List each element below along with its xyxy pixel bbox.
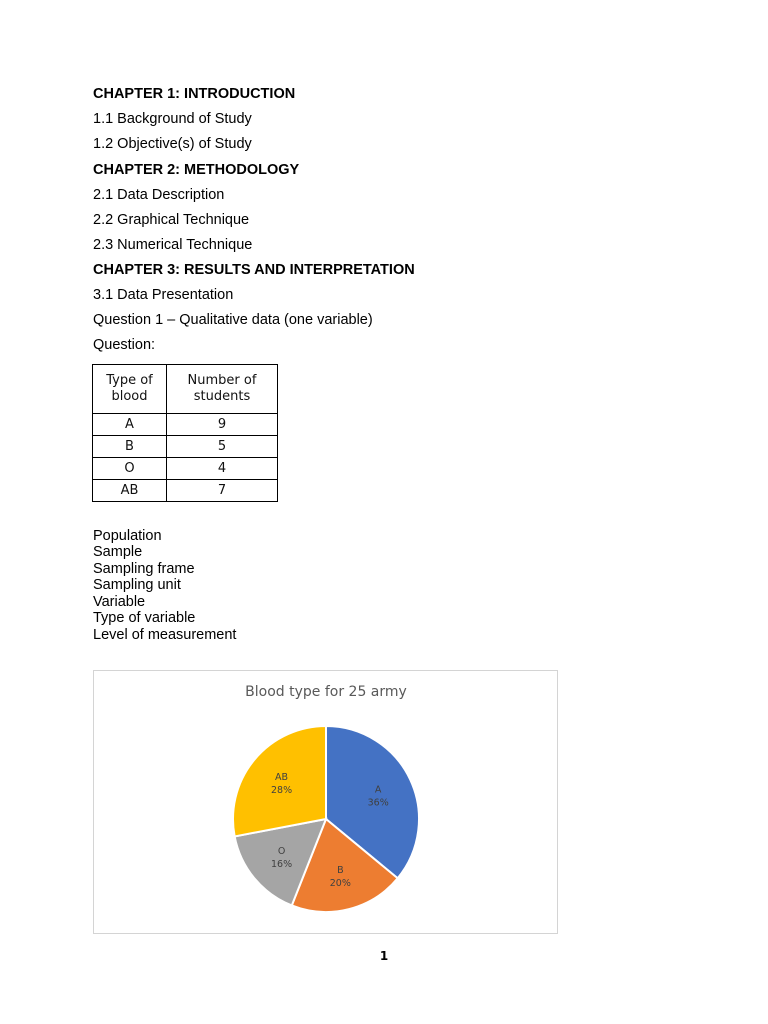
chapter-1-heading: CHAPTER 1: INTRODUCTION	[93, 86, 296, 102]
chart-title: Blood type for 25 army	[245, 684, 407, 700]
term-item: Population	[93, 528, 162, 544]
section-1-1: 1.1 Background of Study	[93, 111, 252, 127]
slice-category-label: AB	[275, 772, 289, 784]
table-row	[93, 414, 278, 436]
slice-percent-label: 36%	[367, 797, 389, 809]
section-2-1: 2.1 Data Description	[93, 187, 225, 203]
term-item: Variable	[93, 594, 146, 610]
section-3-1: 3.1 Data Presentation	[93, 287, 234, 303]
chapter-3-heading: CHAPTER 3: RESULTS AND INTERPRETATION	[93, 262, 415, 278]
term-item: Sampling unit	[93, 577, 181, 593]
table-cell: 4	[167, 458, 278, 480]
slice-percent-label: 28%	[271, 785, 293, 797]
table-cell: AB	[93, 480, 167, 502]
term-item: Type of variable	[93, 610, 196, 626]
slice-percent-label: 20%	[329, 877, 351, 889]
term-item: Sample	[93, 544, 143, 560]
table-header-row	[93, 365, 278, 414]
term-item: Level of measurement	[93, 627, 237, 643]
table-header-cell: Number of students	[167, 365, 278, 414]
question-label: Question:	[93, 337, 156, 353]
slice-percent-label: 16%	[271, 858, 293, 870]
table-cell: O	[93, 458, 167, 480]
section-1-2: 1.2 Objective(s) of Study	[93, 136, 252, 152]
section-2-3: 2.3 Numerical Technique	[93, 237, 253, 253]
table-row	[93, 458, 278, 480]
table-cell: 7	[167, 480, 278, 502]
pie-chart-box	[93, 670, 558, 934]
table-cell: A	[93, 414, 167, 436]
table-row	[93, 480, 278, 502]
table-header-cell: Type of blood	[93, 365, 167, 414]
question-1-title: Question 1 – Qualitative data (one variable)	[93, 312, 373, 328]
table-cell: 9	[167, 414, 278, 436]
pie-chart	[94, 671, 557, 933]
term-item: Sampling frame	[93, 561, 195, 577]
slice-category-label: A	[374, 784, 382, 796]
chapter-2-heading: CHAPTER 2: METHODOLOGY	[93, 162, 300, 178]
table-cell: 5	[167, 436, 278, 458]
table-cell: B	[93, 436, 167, 458]
slice-category-label: B	[337, 864, 344, 876]
table-row	[93, 436, 278, 458]
section-2-2: 2.2 Graphical Technique	[93, 212, 250, 228]
blood-type-table	[92, 364, 278, 502]
page-number: 1	[379, 949, 389, 963]
slice-category-label: O	[277, 845, 286, 857]
